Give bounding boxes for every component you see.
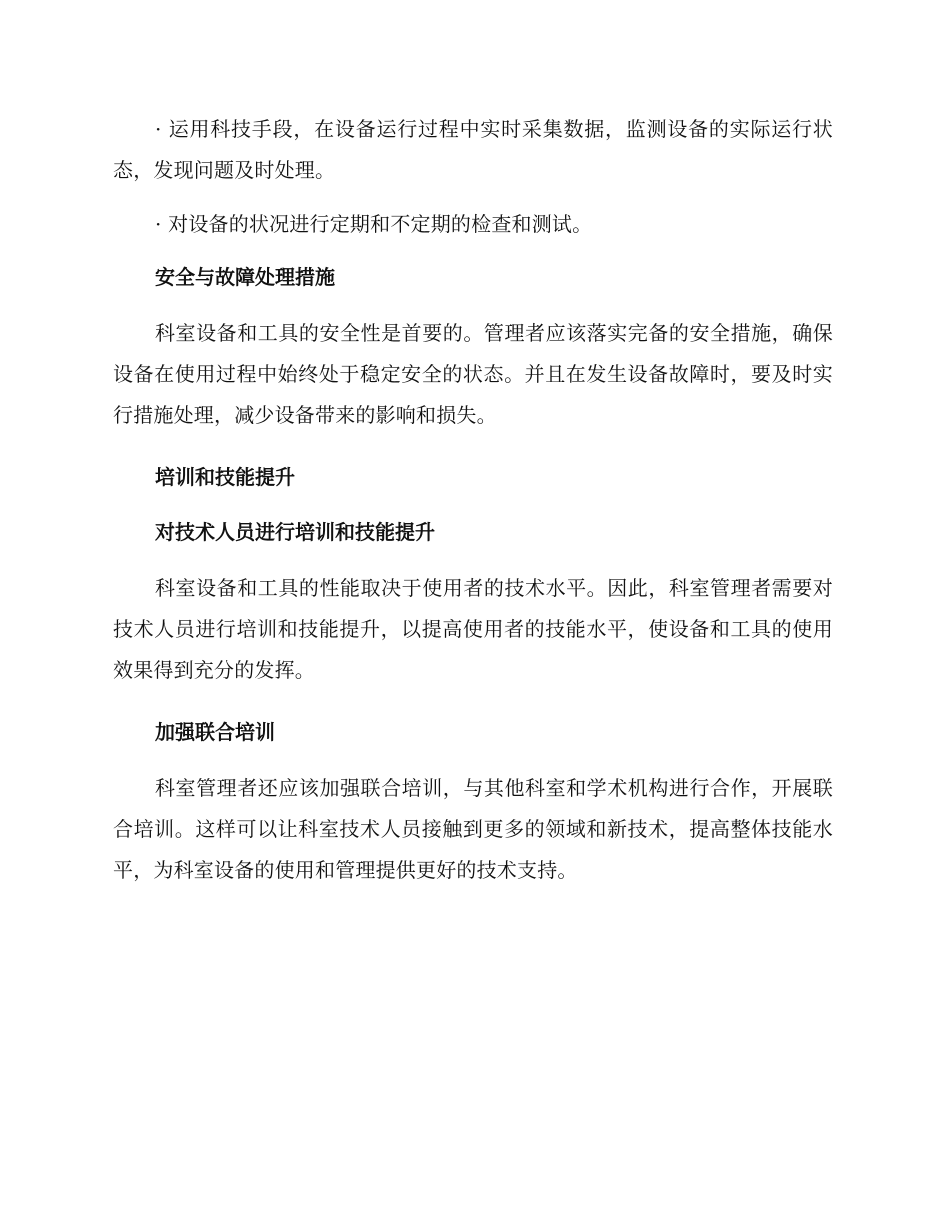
bullet-periodic-inspection: · 对设备的状况进行定期和不定期的检查和测试。	[155, 212, 593, 236]
heading-joint-training: 加强联合培训	[155, 720, 275, 744]
heading-training-skills: 培训和技能提升	[155, 465, 295, 489]
paragraph-joint-training: 科室管理者还应该加强联合培训，与其他科室和学术机构进行合作，开展联合培训。这样可以让科室技术人员接触到更多的领域和新技术，提高整体技能水平，为科室设备的使用和管理提供更好的技术支持。	[113, 776, 833, 882]
paragraph-safety: 科室设备和工具的安全性是首要的。管理者应该落实完备的安全措施，确保设备在使用过程中始终处于稳定安全的状态。并且在发生设备故障时，要及时实行措施处理，减少设备带来的影响和损失。	[113, 321, 833, 427]
heading-safety-fault-handling: 安全与故障处理措施	[155, 265, 335, 289]
heading-technician-training: 对技术人员进行培训和技能提升	[155, 520, 435, 544]
paragraph-technician-training: 科室设备和工具的性能取决于使用者的技术水平。因此，科室管理者需要对技术人员进行培训和技能提升，以提高使用者的技能水平，使设备和工具的使用效果得到充分的发挥。	[113, 576, 833, 682]
bullet-realtime-monitoring: · 运用科技手段，在设备运行过程中实时采集数据，监测设备的实际运行状态，发现问题及时处理。	[113, 117, 833, 182]
document-content	[113, 109, 833, 913]
